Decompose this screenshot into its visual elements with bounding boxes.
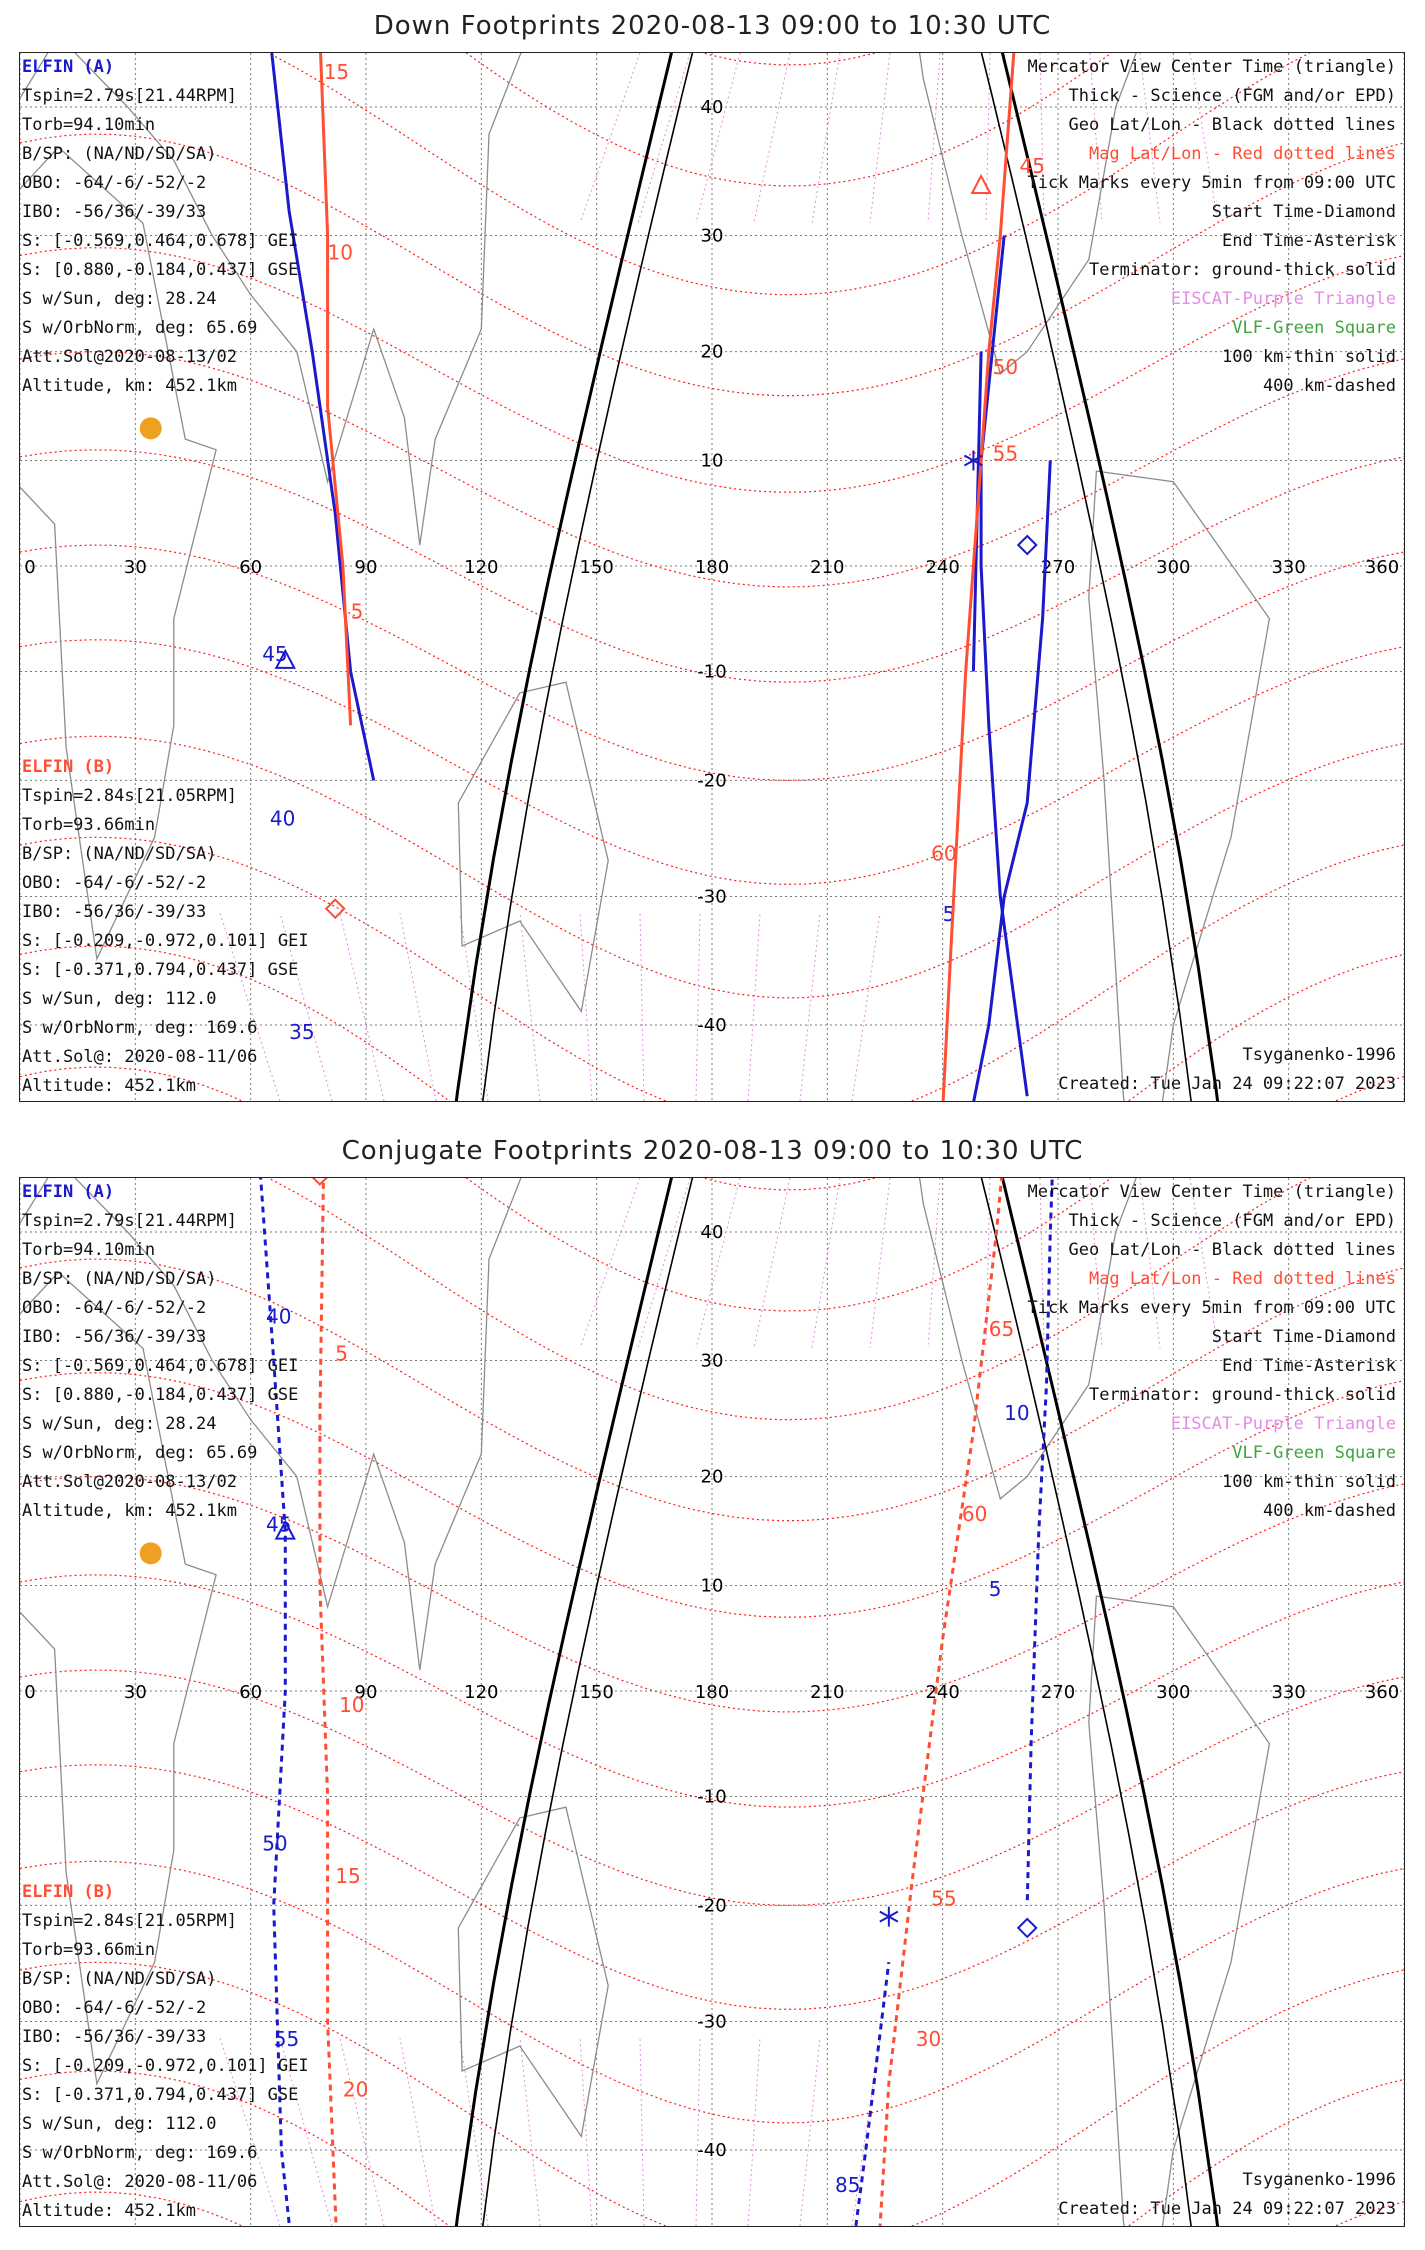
info-line: S: [0.880,-0.184,0.437] GSE (22, 1385, 299, 1405)
legend-line: Mag Lat/Lon - Red dotted lines (1088, 1269, 1396, 1289)
info-line: Altitude, km: 452.1km (22, 1501, 237, 1521)
elfin-a-info (22, 53, 298, 401)
legend-line: Terminator: ground-thick solid (1088, 1385, 1396, 1405)
lon-tick-label: 330 (1271, 557, 1306, 578)
track-tick-label: 10 (339, 1693, 365, 1718)
legend-line: Mercator View Center Time (triangle) (1027, 57, 1396, 77)
mlt-line (696, 2038, 700, 2226)
legend-line: 100 km-thin solid (1222, 1472, 1396, 1492)
model-label: Tsyganenko-1996 (1242, 1045, 1396, 1065)
track-tick-label: 15 (335, 1864, 361, 1889)
info-line: Tspin=2.84s[21.05RPM] (22, 1911, 237, 1931)
lon-tick-label: 360 (1364, 557, 1400, 578)
legend-line: Thick - Science (FGM and/or EPD) (1068, 1211, 1396, 1231)
info-line: Tspin=2.79s[21.44RPM] (22, 1211, 237, 1231)
lat-tick-label: 10 (700, 450, 724, 472)
lat-tick-label: -20 (697, 1895, 727, 1917)
created-label: Created: Tue Jan 24 09:22:07 2023 (1058, 2199, 1396, 2219)
sun-marker (140, 417, 162, 439)
info-line: Torb=93.66min (22, 815, 156, 835)
lon-tick-label: 180 (694, 557, 730, 578)
track-tick-label: 5 (942, 901, 956, 926)
end-time-asterisk (880, 1907, 898, 1927)
start-time-diamond (1018, 1919, 1036, 1937)
info-line: Tspin=2.79s[21.44RPM] (22, 86, 237, 106)
lon-tick-label: 90 (354, 557, 378, 578)
panel-title: Down Footprints 2020-08-13 09:00 to 10:30 UTC (373, 11, 1052, 41)
lat-tick-label: 10 (700, 1575, 724, 1597)
track-tick-label: 35 (289, 1019, 315, 1044)
info-line: S: [-0.371,0.794,0.437] GSE (22, 2085, 299, 2105)
info-line: S: [0.880,-0.184,0.437] GSE (22, 260, 299, 280)
lat-tick-label: -40 (697, 1014, 727, 1036)
legend (1028, 53, 1396, 401)
legend-line: Geo Lat/Lon - Black dotted lines (1068, 115, 1396, 135)
start-time-diamond (1018, 536, 1036, 554)
legend-line: EISCAT-Purple Triangle (1170, 1414, 1396, 1434)
info-line: S: [-0.209,-0.972,0.101] GEI (22, 2056, 309, 2076)
legend-line: Mag Lat/Lon - Red dotted lines (1088, 144, 1396, 164)
info-line: Altitude: 452.1km (22, 2201, 196, 2221)
info-line: S w/Sun, deg: 112.0 (22, 2114, 217, 2134)
mlt-line (852, 2038, 880, 2226)
coastline (458, 682, 608, 1011)
legend-line: 100 km-thin solid (1222, 347, 1396, 367)
mlt-line (852, 913, 880, 1101)
info-line: S w/Sun, deg: 28.24 (22, 1414, 217, 1434)
info-line: S w/OrbNorm, deg: 169.6 (22, 2143, 258, 2163)
info-line: Torb=94.10min (22, 1240, 156, 1260)
info-line: Torb=93.66min (22, 1940, 156, 1960)
info-line: S: [-0.569,0.464,0.678] GEI (22, 231, 299, 251)
mlt-line (520, 2038, 540, 2226)
elfin-b-info (22, 753, 309, 1101)
mlt-line (812, 53, 840, 223)
track-tick-label: 5 (335, 1341, 348, 1366)
lon-tick-label: 330 (1271, 1682, 1306, 1703)
info-line: S w/OrbNorm, deg: 65.69 (22, 318, 258, 338)
orbit-track-a (770, 1962, 889, 2226)
info-line: Att.Sol@2020-08-13/02 (22, 347, 237, 367)
legend-line: Terminator: ground-thick solid (1088, 260, 1396, 280)
track-tick-label: 60 (961, 1501, 988, 1526)
track-tick-label: 40 (266, 1304, 292, 1329)
map-area (19, 1177, 1405, 2227)
conjugate-footprints-panel (0, 1125, 1425, 2250)
lon-tick-label: 300 (1156, 557, 1191, 578)
model-label: Tsyganenko-1996 (1242, 2170, 1396, 2190)
elfin-b-info (22, 1878, 309, 2226)
elfin-a-title: ELFIN (A) (22, 57, 115, 77)
lon-tick-label: 60 (239, 1682, 263, 1703)
legend-line: 400 km-dashed (1262, 1501, 1396, 1521)
mlt-line (340, 2038, 384, 2226)
lon-tick-label: 60 (239, 557, 263, 578)
start-time-diamond (311, 1178, 329, 1184)
lon-tick-label: 210 (810, 557, 845, 578)
info-line: Att.Sol@: 2020-08-11/06 (22, 1047, 258, 1067)
lon-tick-label: 0 (24, 1682, 36, 1703)
legend-line: Geo Lat/Lon - Black dotted lines (1068, 1240, 1396, 1260)
legend-line: VLF-Green Square (1232, 318, 1396, 338)
lat-tick-label: -30 (697, 886, 727, 908)
lon-tick-label: 360 (1364, 1682, 1400, 1703)
lon-tick-label: 0 (24, 557, 36, 578)
info-line: OBO: -64/-6/-52/-2 (22, 873, 207, 893)
info-line: Torb=94.10min (22, 115, 156, 135)
mlt-line (754, 53, 790, 223)
info-line: Altitude, km: 452.1km (22, 376, 237, 396)
mlt-line (520, 913, 540, 1101)
info-line: Att.Sol@2020-08-13/02 (22, 1472, 237, 1492)
lat-tick-label: 40 (700, 97, 724, 119)
mlt-line (870, 53, 890, 223)
lon-tick-label: 150 (579, 557, 614, 578)
info-line: S: [-0.209,-0.972,0.101] GEI (22, 931, 309, 951)
info-line: IBO: -56/36/-39/33 (22, 2027, 207, 2047)
lon-tick-label: 270 (1040, 557, 1076, 578)
start-time-diamond (326, 900, 344, 918)
lat-tick-label: 20 (700, 341, 724, 363)
info-line: B/SP: (NA/ND/SD/SA) (22, 1269, 217, 1289)
legend-line: End Time-Asterisk (1222, 231, 1396, 251)
legend (1028, 1178, 1396, 1526)
info-line: OBO: -64/-6/-52/-2 (22, 173, 207, 193)
elfin-a-title: ELFIN (A) (22, 1182, 115, 1202)
lat-tick-label: -10 (697, 661, 727, 683)
legend-line: End Time-Asterisk (1222, 1356, 1396, 1376)
mlt-line (580, 1178, 640, 1348)
info-line: IBO: -56/36/-39/33 (22, 902, 207, 922)
mlt-line (812, 1178, 840, 1348)
lat-tick-label: -20 (697, 770, 727, 792)
track-tick-label: 65 (988, 1317, 1015, 1342)
track-tick-label: 45 (266, 1512, 292, 1537)
lon-tick-label: 210 (810, 1682, 845, 1703)
lon-tick-label: 240 (925, 1682, 960, 1703)
lon-tick-label: 30 (123, 1682, 147, 1703)
mlt-line (640, 913, 644, 1101)
panel-title: Conjugate Footprints 2020-08-13 09:00 to 10:30 UTC (341, 1136, 1084, 1166)
lon-tick-label: 30 (123, 557, 147, 578)
track-tick-label: 5 (350, 599, 364, 624)
info-line: S w/Sun, deg: 112.0 (22, 989, 217, 1009)
legend-line: Tick Marks every 5min from 09:00 UTC (1027, 173, 1396, 193)
info-line: S: [-0.569,0.464,0.678] GEI (22, 1356, 299, 1376)
lat-tick-label: 40 (700, 1222, 724, 1244)
lat-tick-label: 30 (700, 225, 724, 247)
info-line: S: [-0.371,0.794,0.437] GSE (22, 960, 299, 980)
legend-line: Start Time-Diamond (1211, 202, 1396, 222)
info-line: S w/Sun, deg: 28.24 (22, 289, 217, 309)
mlt-line (800, 913, 820, 1101)
info-line: B/SP: (NA/ND/SD/SA) (22, 144, 217, 164)
track-tick-label: 55 (931, 1886, 957, 1911)
legend-line: 400 km-dashed (1262, 376, 1396, 396)
track-tick-label: 20 (342, 2077, 369, 2102)
track-tick-label: 10 (1004, 1400, 1030, 1425)
lon-tick-label: 270 (1040, 1682, 1076, 1703)
track-tick-label: 30 (915, 2026, 942, 2051)
mlt-line (870, 1178, 890, 1348)
map-area (19, 52, 1405, 1102)
lon-tick-label: 150 (579, 1682, 614, 1703)
info-line: Altitude: 452.1km (22, 1076, 196, 1096)
info-line: Att.Sol@: 2020-08-11/06 (22, 2172, 258, 2192)
mlt-line (748, 2038, 760, 2226)
lon-tick-label: 90 (354, 1682, 378, 1703)
info-line: S w/OrbNorm, deg: 169.6 (22, 1018, 258, 1038)
track-tick-label: 10 (327, 240, 354, 265)
legend-line: Start Time-Diamond (1211, 1327, 1396, 1347)
mlt-line (400, 913, 436, 1101)
legend-line: Tick Marks every 5min from 09:00 UTC (1027, 1298, 1396, 1318)
track-tick-label: 60 (931, 841, 957, 866)
info-line: B/SP: (NA/ND/SD/SA) (22, 844, 217, 864)
lat-tick-label: -30 (697, 2011, 727, 2033)
info-line: Tspin=2.84s[21.05RPM] (22, 786, 237, 806)
track-tick-label: 40 (269, 806, 296, 831)
info-line: OBO: -64/-6/-52/-2 (22, 1298, 207, 1318)
info-line: B/SP: (NA/ND/SD/SA) (22, 1969, 217, 1989)
mlt-line (696, 1178, 740, 1348)
legend-line: Mercator View Center Time (triangle) (1027, 1182, 1396, 1202)
created-label: Created: Tue Jan 24 09:22:07 2023 (1058, 1074, 1396, 1094)
track-tick-label: 50 (262, 1831, 288, 1856)
track-tick-label: 45 (262, 641, 288, 666)
mlt-line (748, 913, 760, 1101)
lat-tick-label: -40 (697, 2139, 727, 2161)
track-tick-label: 55 (273, 2026, 300, 2051)
mlt-line (400, 2038, 436, 2226)
mlt-line (580, 53, 640, 223)
info-line: IBO: -56/36/-39/33 (22, 202, 207, 222)
coastline (458, 1807, 608, 2136)
info-line: OBO: -64/-6/-52/-2 (22, 1998, 207, 2018)
legend-line: EISCAT-Purple Triangle (1170, 289, 1396, 309)
info-line: IBO: -56/36/-39/33 (22, 1327, 207, 1347)
elfin-a-info (22, 1178, 298, 1526)
lon-tick-label: 120 (464, 1682, 499, 1703)
legend-line: Thick - Science (FGM and/or EPD) (1068, 86, 1396, 106)
mlt-line (800, 2038, 820, 2226)
lon-tick-label: 300 (1156, 1682, 1191, 1703)
lon-tick-label: 120 (464, 557, 499, 578)
mlt-line (340, 913, 384, 1101)
track-tick-label: 5 (988, 1577, 1002, 1602)
elfin-b-title: ELFIN (B) (22, 1882, 115, 1902)
lon-tick-label: 240 (925, 557, 960, 578)
mlt-line (696, 913, 700, 1101)
sun-marker (140, 1542, 162, 1564)
track-tick-label: 55 (992, 441, 1019, 466)
info-line: S w/OrbNorm, deg: 65.69 (22, 1443, 258, 1463)
legend-line: VLF-Green Square (1232, 1443, 1396, 1463)
lon-tick-label: 180 (694, 1682, 730, 1703)
mlt-line (640, 2038, 644, 2226)
lat-tick-label: 30 (700, 1350, 724, 1372)
mlt-line (754, 1178, 790, 1348)
track-tick-label: 50 (992, 354, 1019, 379)
track-tick-label: 45 (1019, 154, 1046, 179)
mlt-line (696, 53, 740, 223)
lat-tick-label: -10 (697, 1786, 727, 1808)
lat-tick-label: 20 (700, 1466, 724, 1488)
elfin-b-title: ELFIN (B) (22, 757, 115, 777)
track-tick-label: 85 (835, 2173, 861, 2198)
track-tick-label: 15 (323, 60, 350, 85)
